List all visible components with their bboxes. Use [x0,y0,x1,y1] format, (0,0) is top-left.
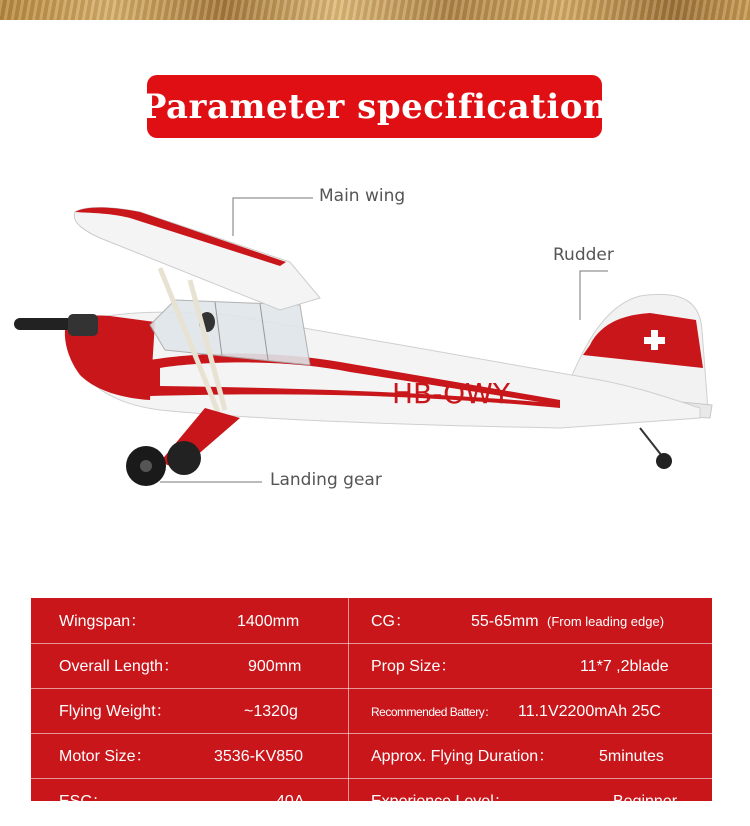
spec-table [31,598,712,810]
spec-label: Experience Level： [371,793,510,810]
spec-row [31,688,712,734]
spec-note: (From leading edge) [547,614,665,629]
spec-value: ~1320g [244,703,298,720]
spec-label: Approx. Flying Duration： [371,748,555,765]
tail-wheel [656,453,672,469]
rear-main-wheel [167,441,201,475]
spec-value: 5minutes [599,748,664,765]
page-title: Parameter specification [140,86,609,127]
spec-row [31,598,712,644]
spec-label: Flying Weight： [59,703,172,720]
title-banner [140,75,609,138]
propeller [14,318,74,330]
rudder-callout-line [580,271,608,320]
spec-value: 900mm [248,658,302,675]
spec-label: Recommended Battery： [371,705,496,719]
plane-registration: HB-OWY [392,377,510,410]
main-wing [74,208,320,311]
spec-row [31,778,712,824]
spec-label: Prop Size： [371,658,457,675]
spec-value: 11.1V2200mAh 25C [518,703,661,720]
landing-gear-label: Landing gear [270,470,382,490]
spec-value: 55-65mm [471,613,539,630]
spec-label: Overall Length： [59,658,180,675]
spec-label: Motor Size： [59,748,152,765]
spec-label: ESC： [59,793,108,810]
spec-label: Wingspan： [59,613,147,630]
main-wing-label: Main wing [319,186,406,206]
main-wing-callout-line [233,198,313,236]
spec-row [31,643,712,689]
spec-value: 3536-KV850 [214,748,303,765]
spec-label: CG： [371,613,412,630]
rudder-label: Rudder [553,245,614,265]
airplane-illustration [0,180,750,510]
spec-value: 1400mm [237,613,300,630]
spec-value: Beginner [613,793,678,810]
spec-row [31,733,712,779]
header-photo-strip [0,0,750,20]
spec-value: 11*7 ,2blade [580,658,669,675]
spec-value: 40A [276,793,305,810]
